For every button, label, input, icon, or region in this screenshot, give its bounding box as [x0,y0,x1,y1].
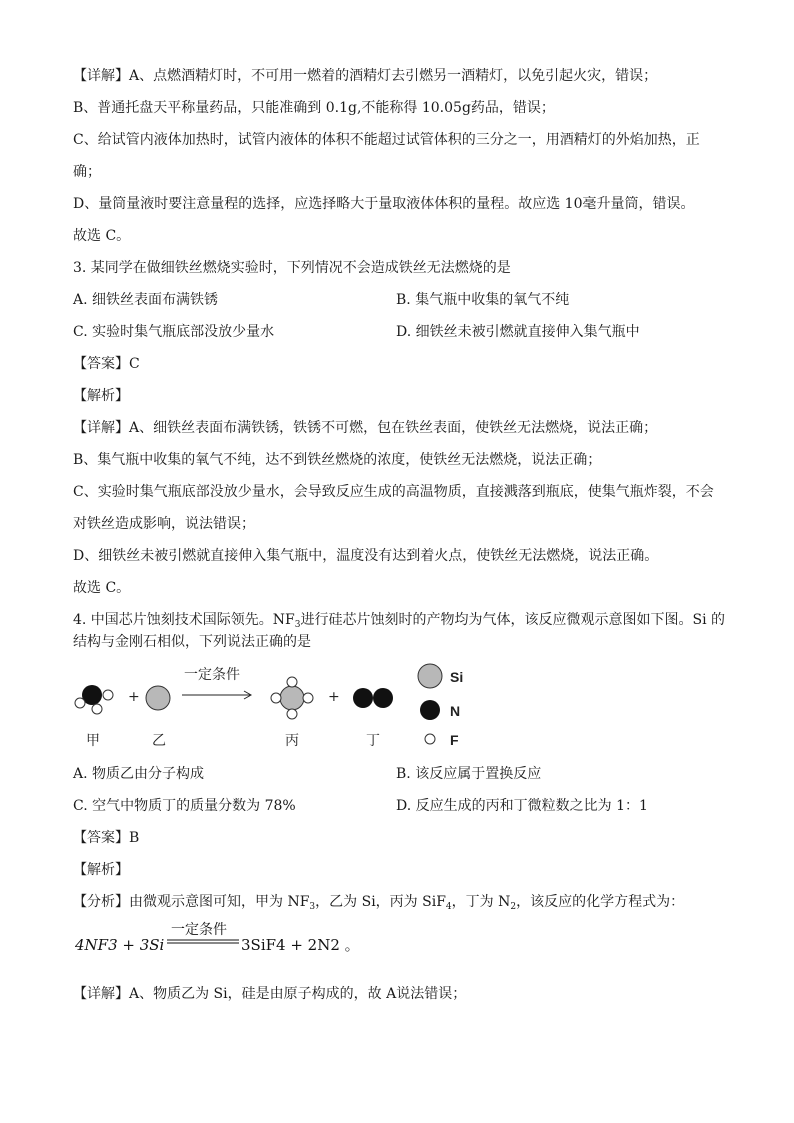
q4-option-c: C. 空气中物质丁的质量分数为 78% [73,798,296,814]
q2-detail-b: B、普通托盘天平称量药品，只能准确到 0.1g,不能称得 10.05g药品，错误； [73,100,555,116]
legend-n-label: N [450,703,461,719]
q4-stem-sub: 3 [294,620,301,630]
q3-stem: 3. 某同学在做细铁丝燃烧实验时，下列情况不会造成铁丝无法燃烧的是 [73,260,511,276]
q4-option-b: B. 该反应属于置换反应 [396,766,542,782]
equation-svg [73,920,373,960]
q3-detail-d: D、细铁丝未被引燃就直接伸入集气瓶中，温度没有达到着火点，使铁丝无法燃烧，说法正确。 [73,548,659,564]
q3-option-c: C. 实验时集气瓶底部没放少量水 [73,324,275,340]
q3-conclusion: 故选 C。 [73,580,131,596]
plus-sign: + [128,689,140,705]
f-atom [92,704,102,714]
q4-answer: 【答案】B [73,830,140,846]
q4-option-d: D. 反应生成的丙和丁微粒数之比为 1：1 [396,798,648,814]
q4-stem-post: 进行硅芯片蚀刻时的产物均为气体，该反应微观示意图如下图。Si 的 [300,612,726,628]
fenxi-t2: ，乙为 Si，丙为 SiF [315,894,446,910]
q2-detail-d: D、量筒量液时要注意量程的选择，应选择略大于量取液体体积的量程。故应选 10毫升量筒，错误。 [73,196,695,212]
legend-si-label: Si [450,669,464,685]
q4-fenxi [73,892,684,917]
label-ding: 丁 [366,733,380,749]
legend-f-atom [425,734,435,744]
si-atom [146,686,170,710]
equation-condition: 一定条件 [171,922,227,938]
reaction-diagram [70,655,490,759]
q4-analysis-label: 【解析】 [73,862,129,878]
fenxi-s2: 4 [445,902,452,912]
fenxi-t3: ，丁为 N [451,894,511,910]
f-atom [75,698,85,708]
plus-sign: + [328,689,340,705]
fenxi-s3: 2 [510,902,517,912]
q2-detail-c2: 确； [73,164,101,180]
q4-stem-line2: 结构与金刚石相似，下列说法正确的是 [73,634,311,650]
q3-answer: 【答案】C [73,356,140,372]
q2-detail-c1: C、给试管内液体加热时，试管内液体的体积不能超过试管体积的三分之一，用酒精灯的外焰加热，正 [73,132,700,148]
equation-rhs: 3SiF4 + 2N2 。 [241,936,360,954]
q3-detail-c1: C、实验时集气瓶底部没放少量水，会导致反应生成的高温物质，直接溅落到瓶底，使集气瓶炸裂，不会 [73,484,714,500]
fenxi-s1: 3 [309,902,316,912]
q3-option-a: A. 细铁丝表面布满铁锈 [73,292,219,308]
f-atom [287,709,297,719]
q4-stem-pre: 4. 中国芯片蚀刻技术国际领先。NF [73,612,295,628]
q3-option-d: D. 细铁丝未被引燃就直接伸入集气瓶中 [396,324,640,340]
q3-detail-c2: 对铁丝造成影响，说法错误； [73,516,255,532]
legend-f-label: F [450,732,459,748]
n-atom [373,688,393,708]
fenxi-t1: 【分析】由微观示意图可知，甲为 NF [73,894,310,910]
q3-option-b: B. 集气瓶中收集的氧气不纯 [396,292,570,308]
q3-analysis-label: 【解析】 [73,388,129,404]
legend-n-atom [420,700,440,720]
f-atom [271,693,281,703]
label-bing: 丙 [285,733,299,749]
q4-option-a: A. 物质乙由分子构成 [73,766,205,782]
f-atom [303,693,313,703]
label-jia: 甲 [86,733,100,749]
label-yi: 乙 [152,733,166,749]
f-atom [103,690,113,700]
equation-lhs: 4NF3 + 3Si [75,936,165,954]
reaction-condition: 一定条件 [184,667,240,683]
q2-detail-a: 【详解】A、点燃酒精灯时，不可用一燃着的酒精灯去引燃另一酒精灯，以免引起火灾，错误； [73,68,658,84]
q3-detail-a: 【详解】A、细铁丝表面布满铁锈，铁锈不可燃，包在铁丝表面，使铁丝无法燃烧，说法正确； [73,420,658,436]
legend-si-atom [418,664,442,688]
q2-conclusion: 故选 C。 [73,228,131,244]
chemical-equation [73,920,373,964]
reaction-diagram-svg [70,655,490,755]
si-atom [280,686,304,710]
q4-detail-a: 【详解】A、物质乙为 Si，硅是由原子构成的，故 A说法错误； [73,986,467,1002]
f-atom [287,677,297,687]
sif4-molecule [271,677,313,719]
nf3-molecule [75,685,113,714]
fenxi-t4: ，该反应的化学方程式为： [516,894,685,910]
q3-detail-b: B、集气瓶中收集的氧气不纯，达不到铁丝燃烧的浓度，使铁丝无法燃烧，说法正确； [73,452,602,468]
n-atom [353,688,373,708]
n2-molecule [353,688,393,708]
